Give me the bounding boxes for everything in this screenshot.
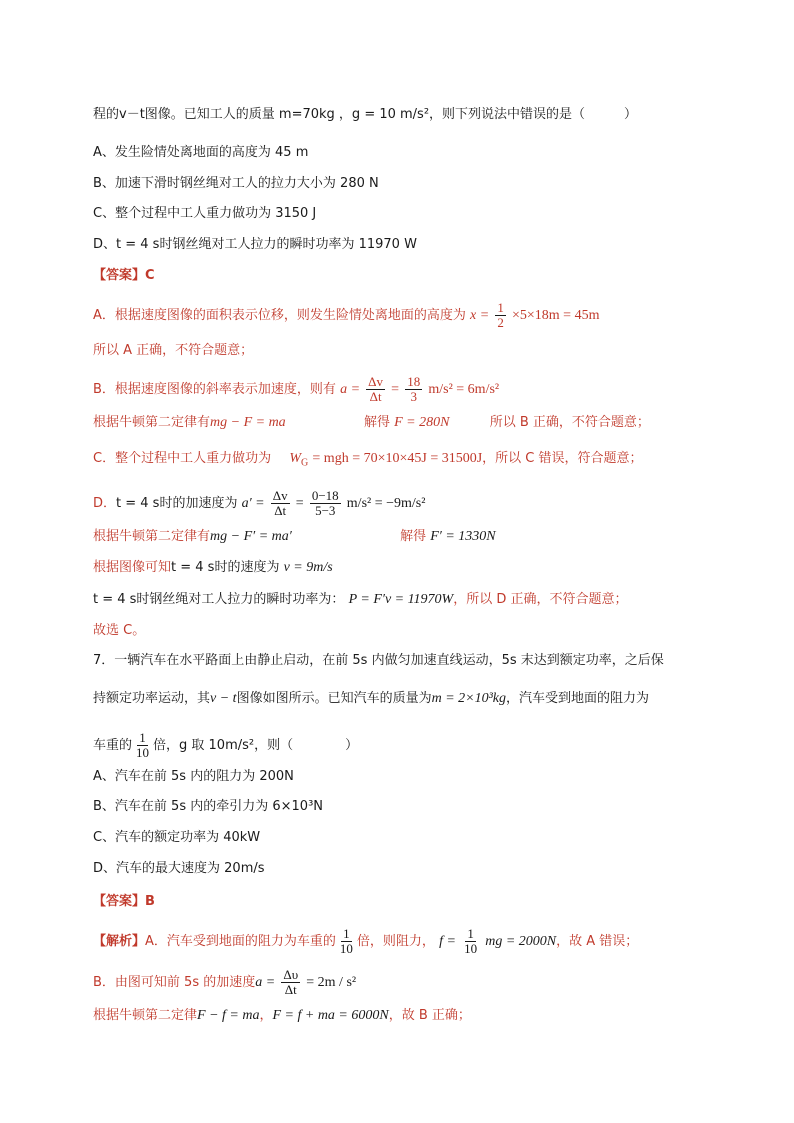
stem-text: 倍，g 取 10m/s²，则（ ） [153, 738, 359, 753]
frac-num: Δv [272, 488, 288, 503]
expl-text: 根据牛顿第二定律 [93, 1008, 198, 1023]
formula: ×5×18m = 45m [512, 308, 600, 323]
q7-stem-line2 [93, 689, 754, 709]
expl-text: A．根据速度图像的面积表示位移，则发生险情处离地面的高度为 [93, 308, 466, 323]
expl-text: B．根据速度图像的斜率表示加速度，则有 [93, 382, 336, 397]
option-label: D、 [93, 237, 117, 252]
expl-text: t = 4 s时的加速度为 [116, 496, 238, 511]
formula: mg − F′ = ma′ [210, 529, 292, 544]
formula: x = [470, 308, 490, 323]
frac-den: 10 [339, 941, 353, 956]
q7-answer-tag: 【答案】B [93, 894, 155, 909]
frac-num: 0−18 [311, 488, 339, 503]
frac-den: 3 [410, 389, 417, 404]
fraction [366, 375, 385, 404]
q6-expl-d2 [93, 527, 754, 547]
option-text: 汽车的最大速度为 20m/s [116, 861, 265, 876]
q6-expl-d4 [93, 590, 754, 610]
expl-text: ，故 B 正确； [388, 1008, 471, 1023]
option-label: B、 [93, 799, 115, 814]
formula: = mgh = 70×10×45J = 31500J [312, 451, 483, 466]
formula: F = 280N [394, 415, 450, 430]
frac-num: 1 [497, 300, 504, 315]
frac-den: 10 [136, 745, 150, 760]
q7-expl-b1 [93, 968, 754, 997]
expl-text: 解得 [400, 529, 427, 544]
frac-num: Δυ [283, 967, 299, 982]
fraction [271, 489, 290, 518]
q7-stem-line1: 7．一辆汽车在水平路面上由静止启动，在前 5s 内做匀加速直线运动，5s 末达到额定功率，之后保 [93, 653, 664, 668]
q7-option-b [93, 797, 754, 817]
frac-num: 1 [139, 730, 146, 745]
option-label: C、 [93, 830, 116, 845]
q6-stem-end: 程的v－t图像。已知工人的质量 m=70kg ，g = 10 m/s²，则下列说法中错误的是（ ） [93, 107, 638, 122]
frac-num: 18 [407, 374, 421, 389]
frac-num: 1 [467, 926, 474, 941]
formula: F − f = ma [197, 1008, 260, 1023]
q6-final: 故选 C。 [93, 623, 146, 638]
expl-text: 倍，则阻力， [356, 934, 435, 949]
formula: a = [340, 382, 361, 397]
q6-expl-c1 [93, 449, 754, 474]
frac-den: Δt [369, 389, 382, 404]
option-text: 汽车在前 5s 内的阻力为 200N [114, 769, 294, 784]
formula: f = [439, 934, 456, 949]
stem-text: ，汽车受到地面的阻力为 [506, 691, 650, 706]
formula: m/s² = 6m/s² [428, 382, 500, 397]
q7-expl-b2 [93, 1006, 754, 1026]
formula-sub: G [301, 457, 309, 469]
expl-text: 根据牛顿第二定律有 [93, 529, 211, 544]
option-label: C、 [93, 206, 116, 221]
fraction [405, 375, 422, 404]
analysis-tag: 【解析】 [93, 934, 146, 949]
expl-text: 根据图像可知 [93, 560, 172, 575]
q6-expl-a1 [93, 301, 754, 330]
option-text: 汽车在前 5s 内的牵引力为 6×10³N [114, 799, 324, 814]
option-text: 加速下滑时钢丝绳对工人的拉力大小为 280 N [114, 176, 379, 191]
option-label: B、 [93, 176, 115, 191]
frac-den: 5−3 [315, 503, 336, 518]
expl-text: 解得 [363, 415, 390, 430]
q6-option-d [93, 235, 754, 255]
expl-text: ，故 A 错误； [556, 934, 639, 949]
expl-text: t = 4 s时的速度为 [171, 560, 280, 575]
formula: = [391, 382, 400, 397]
option-label: A、 [93, 145, 115, 160]
option-text: 发生险情处离地面的高度为 45 m [114, 145, 309, 160]
fraction [338, 927, 355, 956]
formula: m/s² = −9m/s² [346, 496, 426, 511]
q6-expl-d1 [93, 489, 754, 518]
formula: v = 9m/s [283, 560, 333, 575]
formula: = 2m / s² [306, 975, 357, 990]
fraction [281, 968, 300, 997]
formula: mg = 2000N [485, 934, 557, 949]
formula: = [295, 496, 304, 511]
q7-expl-a1 [93, 927, 754, 956]
fraction [310, 489, 341, 518]
option-text: 汽车的额定功率为 40kW [115, 830, 261, 845]
expl-text: D． [93, 496, 117, 511]
q6-option-b [93, 174, 754, 194]
q7-option-a [93, 767, 754, 787]
frac-den: 2 [497, 315, 504, 330]
q6-option-c [93, 204, 754, 224]
expl-text: 根据牛顿第二定律有 [93, 415, 211, 430]
expl-text: C．整个过程中工人重力做功为 [93, 451, 272, 466]
option-text: t = 4 s时钢丝绳对工人拉力的瞬时功率为 11970 W [116, 237, 417, 252]
frac-num: Δv [368, 374, 384, 389]
expl-text: 所以 B 正确，不符合题意； [489, 415, 650, 430]
fraction [462, 927, 479, 956]
fraction [495, 301, 506, 330]
option-label: A、 [93, 769, 115, 784]
q7-stem-line3 [93, 731, 754, 760]
formula: W [289, 451, 302, 466]
q7-option-d [93, 859, 754, 879]
expl-text: ，所以 C 错误，符合题意； [482, 451, 643, 466]
q6-option-a [93, 143, 754, 163]
stem-text: 持额定功率运动，其 [93, 691, 211, 706]
formula: a = [255, 975, 276, 990]
formula: a′ = [241, 496, 265, 511]
expl-text: ，所以 D 正确，不符合题意； [453, 592, 628, 607]
stem-text: 图像如图所示。已知汽车的质量为 [236, 691, 432, 706]
expl-text: B．由图可知前 5s 的加速度 [93, 975, 256, 990]
stem-text: 车重的 [93, 738, 133, 753]
formula: m = 2×10³kg [431, 691, 507, 706]
q7-option-c [93, 828, 754, 848]
frac-den: Δt [284, 982, 297, 997]
q6-expl-b2 [93, 413, 754, 433]
expl-text: A．汽车受到地面的阻力为车重的 [145, 934, 336, 949]
frac-den: 10 [464, 941, 478, 956]
q6-expl-b1 [93, 375, 754, 404]
expl-text: t = 4 s时钢丝绳对工人拉力的瞬时功率为： [93, 592, 345, 607]
formula: mg − F = ma [210, 415, 286, 430]
fraction [134, 731, 151, 760]
formula: P = F′v = 11970W [348, 592, 454, 607]
option-text: 整个过程中工人重力做功为 3150 J [115, 206, 317, 221]
q6-expl-a2: 所以 A 正确，不符合题意； [93, 343, 254, 358]
formula: v − t [210, 691, 237, 706]
expl-text: ， [259, 1008, 273, 1023]
formula: F = f + ma = 6000N [272, 1008, 389, 1023]
formula: F′ = 1330N [430, 529, 496, 544]
frac-den: Δt [274, 503, 287, 518]
q6-answer-tag: 【答案】C [93, 268, 155, 283]
option-label: D、 [93, 861, 117, 876]
q6-expl-d3 [93, 558, 754, 578]
frac-num: 1 [343, 926, 350, 941]
